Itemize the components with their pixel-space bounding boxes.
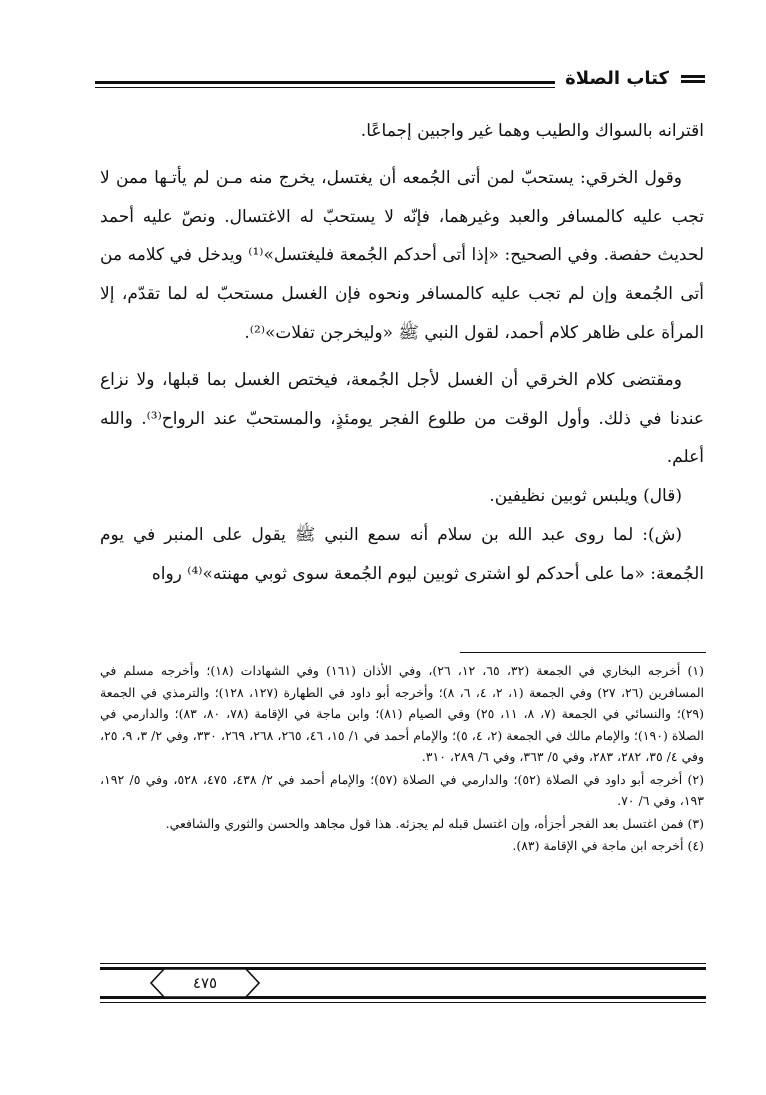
chapter-title: كتاب الصلاة	[565, 68, 669, 89]
footnotes	[100, 660, 704, 858]
footnote-text: أخرجه أبو داود في الصلاة (٥٢)؛ والدارمي في الصلاة (٥٧)؛ والإمام أحمد في ٢/ ٤٣٨، ٤٧٥، ٥٢٨، وفي ٥/ ١٩٢، ١٩٣، وفي ٦/ ٧٠.	[100, 771, 704, 808]
footnote-number: (٤)	[687, 838, 704, 853]
footnote-text: أخرجه ابن ماجة في الإقامة (٨٣).	[512, 838, 684, 853]
footnote-number: (٢)	[687, 771, 704, 787]
paragraph: (ش): لما روى عبد الله بن سلام أنه سمع النبي ﷺ يقول على المنبر في يوم الجُمعة: «ما على أحدكم لو اشترى ثوبين ليوم الجُمعة سوى ثوبي مهنته»⁽⁴⁾ رواه	[100, 524, 704, 584]
footnote-text: فمن اغتسل بعد الفجر أجزأه، وإن اغتسل قبله لم يجزئه. هذا قول مجاهد والحسن والثوري والشافعي.	[165, 815, 684, 831]
footnote-number: (١)	[687, 663, 704, 678]
paragraph: وقول الخرقي: يستحبّ لمن أتى الجُمعه أن يغتسل، يخرج منه مـن لم يأتـها ممن لا تجب عليه كالمسافر والعبد وغيرهما، فإنّه لا يستحبّ له الاغتسال. ونصّ عليه أحمد لحديث حفصة. وفي الصحيح: «إذا أتى أحدكم الجُمعة فليغتسل»⁽¹⁾ ويدخل في كلامه من أتى الجُمعة وإن لم تجب عليه كالمسافر ونحوه فإن الغسل مستحبّ له لما تقدّم، إلا المرأة على ظاهر كلام أحمد، لقول النبي ﷺ «وليخرجن تفلات»⁽²⁾.	[100, 167, 705, 343]
footnote	[100, 660, 704, 768]
page-number-badge	[150, 968, 260, 998]
header-rule	[95, 81, 555, 88]
footnote-number: (٣)	[687, 815, 704, 831]
paragraph: ومقتضى كلام الخرقي أن الغسل لأجل الجُمعة، فيختص الغسل بما قبلها، ولا نزاع عندنا في ذلك. وأول الوقت من طلوع الفجر يومئذٍ، والمستحبّ عند الرواح⁽³⁾. والله أعلم.	[100, 369, 705, 468]
page-number: ٤٧٥	[192, 974, 218, 992]
footnote	[100, 769, 704, 812]
footnote	[100, 835, 704, 857]
footnote-text: أخرجه البخاري في الجمعة (٣٢، ٦٥، ١٢، ٢٦)، وفي الأذان (١٦١) وفي الشهادات (١٨)؛ وأخرجه مسلم في المسافرين (٢٦، ٢٧) وفي الجمعة (١، ٢، ٤، ٦، ٨)؛ وأخرجه أبو داود في الطهارة (١٢٧، ١٢٨)؛ والترمذي في الجمعة (٢٩)؛ والنسائي في الجمعة (٧، ٨، ١١، ٢٥) وفي الصيام (٨١)؛ وابن ماجة في الإقامة (٧٨، ٨٠، ٨٣)؛ والدارمي في الصلاة (١٩٠)؛ والإمام مالك في الجمعة (٢، ٤، ٥)؛ والإمام أحمد في ١/ ١٥، ٤٦، ٢٦٥، ٢٦٨، ٢٦٩، ٣٣٠، وفي ٢/ ٣، ٩، ٢٥، وفي ٤/ ٣٥، ٢٨٢، ٢٨٣، وفي ٥/ ٣٦٣، وفي ٦/ ٢٨٩، ٣١٠.	[100, 663, 705, 764]
body-text	[100, 112, 704, 594]
footnote	[100, 813, 704, 835]
running-header	[95, 66, 705, 102]
header-ornament-icon	[681, 75, 705, 85]
paragraph: (قال) ويلبس ثوبين نظيفين.	[489, 486, 682, 507]
footnote-separator	[460, 652, 706, 653]
paragraph: اقترانه بالسواك والطيب وهما غير واجبين إجماعًا.	[360, 121, 704, 141]
